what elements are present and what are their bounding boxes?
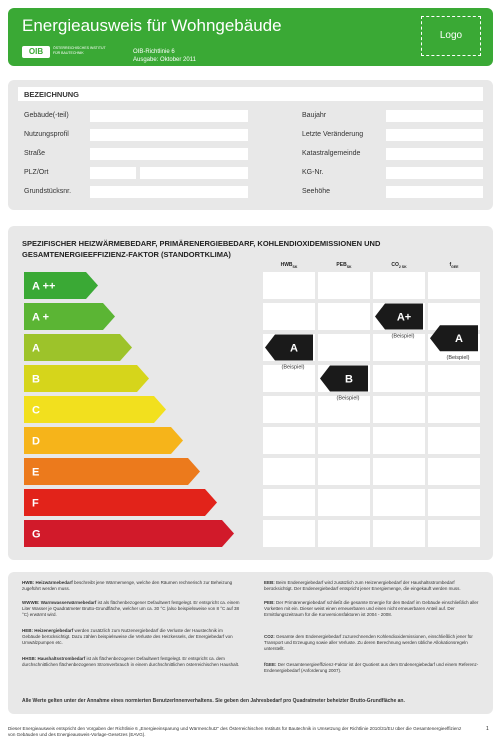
marker-arrow-3 (430, 325, 478, 351)
energy-heading: SPEZIFISCHER HEIZWÄRMEBEDARF, PRIMÄRENERGIEBEDARF, KOHLENDIOXIDEMISSIONEN UND GESAMTENERGIEEFFIZIENZ-FAKTOR (STANDORTKLIMA) (22, 239, 381, 259)
grid-cell-8-1 (318, 520, 370, 547)
marker-arrow-0 (265, 335, 313, 361)
marker-arrow-1 (320, 366, 368, 392)
class-bar-7 (24, 489, 217, 516)
grid-cell-7-3 (428, 489, 480, 516)
class-bar-6 (24, 458, 200, 485)
grid-cell-5-3 (428, 427, 480, 454)
field-input-left-4[interactable] (90, 186, 248, 198)
energy-scale-chart (8, 226, 493, 560)
field-label-left-1: Nutzungsprofil (24, 131, 69, 138)
oib-logo: OIB (22, 46, 50, 58)
field-label-right-0: Baujahr (302, 112, 327, 119)
grid-cell-1-1 (318, 303, 370, 330)
class-label-4: C (32, 404, 40, 417)
grid-cell-3-3 (428, 365, 480, 392)
grid-cell-2-1 (318, 334, 370, 361)
grid-cell-3-2 (373, 365, 425, 392)
marker-note-3: (Beispiel) (446, 355, 470, 362)
field-input-left-2[interactable] (90, 148, 248, 160)
class-label-3: B (32, 373, 40, 386)
energy-panel (8, 226, 493, 560)
field-input-right-3[interactable] (386, 167, 483, 179)
grid-cell-0-2 (373, 272, 425, 299)
field-input-right-2[interactable] (386, 148, 483, 160)
note-hhsb: HHSB: Haushaltsstrombedarf ist als flächenbezogener Defaultwert festgelegt. Er entspricht ca. dem durchschnittlichen flächenbezogenen Stromverbrauch in einem durchschnittlichen österreichischen Haushalt. (22, 656, 240, 668)
grid-cell-8-0 (263, 520, 315, 547)
marker-note-1: (Beispiel) (336, 395, 360, 402)
grid-cell-8-3 (428, 520, 480, 547)
class-bar-8 (24, 520, 234, 547)
field-input-right-0[interactable] (386, 110, 483, 122)
note-co2: CO2: Gesamte dem Endenergiebedarf zuzurechnenden Kohlendioxidemissionen, einschließlich jener für Transport und Erzeugung sowie aller Verluste. Zu deren Berechnung werden übliche Allokationsregeln unterstellt. (264, 634, 473, 652)
field-label-right-4: Seehöhe (302, 188, 331, 195)
ausgabe-label: Ausgabe: Oktober 2011 (133, 57, 196, 63)
note-heb: HEB: Heizenergiebedarf werden zusätzlich zum Nutzenergiebedarf die Verluste der Haustechnik im Gebäude berücksichtigt. Dazu zählen beispielsweise die Verluste des Heizkessels, der Energiebedarf von Umwälzpumpen etc. (22, 628, 233, 646)
marker-label-1: B (345, 373, 353, 386)
class-label-2: A (32, 342, 40, 355)
header-meta (133, 48, 196, 64)
grid-cell-5-1 (318, 427, 370, 454)
bezeichnung-field[interactable] (18, 87, 483, 101)
class-label-8: G (32, 528, 41, 541)
grid-cell-7-0 (263, 489, 315, 516)
field-label-left-2: Straße (24, 150, 46, 157)
grid-cell-8-2 (373, 520, 425, 547)
ort-field[interactable] (140, 167, 248, 179)
note-fgee: fGEE: Der Gesamtenergieeffizienz-Faktor ist der Quotient aus dem Endenergiebedarf und einem Referenz-Endenergiebedarf (Anforderung 2007). (264, 662, 479, 674)
oib-subtitle: ÖSTERREICHISCHES INSTITUT FÜR BAUTECHNIK (53, 46, 106, 55)
class-bar-4 (24, 396, 166, 423)
grid-cell-4-3 (428, 396, 480, 423)
richtlinie-label: OIB-Richtlinie 6 (133, 49, 175, 55)
grid-cell-7-2 (373, 489, 425, 516)
header-bar (8, 8, 493, 66)
notes-panel (8, 572, 493, 714)
bezeichnung-heading: BEZEICHNUNG (24, 90, 80, 99)
grid-cell-6-0 (263, 458, 315, 485)
footer-text: Dieser Energieausweis entspricht den Vorgaben der Richtlinie 6 „Energieeinsparung und Wärmeschutz" des Österreichischen Instituts für Bautechnik in Umsetzung der Richtlinie 2010/31/EU über die Gesamtenergieeffizienz von Gebäuden und des Energieausweis-Vorlage-Gesetzes (EAVG). (8, 726, 462, 737)
page-number: 1 (486, 726, 489, 732)
note-hwb: HWB: Heizwärmebedarf beschreibt jene Wärmemenge, welche den Räumen rechnerisch zur Beheizung zugeführt werden muss. (22, 580, 233, 592)
grid-cell-4-2 (373, 396, 425, 423)
marker-label-3: A (455, 333, 463, 346)
note-peb: PEB: Der Primärenergiebedarf schließt die gesamte Energie für den Bedarf im Gebäude einschließlich aller Vorketten mit ein. Dieser weist einen erneuerbaren und einen nicht erneuerbaren Anteil auf. Der Ermittlungszeitraum für die Konversionsfaktoren ist 2004 - 2008. (264, 600, 479, 618)
class-bar-3 (24, 365, 149, 392)
field-label-right-1: Letzte Veränderung (302, 131, 364, 138)
field-input-left-1[interactable] (90, 129, 248, 141)
field-label-right-2: Katastralgemeinde (302, 150, 361, 157)
plz-field[interactable] (90, 167, 136, 179)
grid-cell-5-0 (263, 427, 315, 454)
field-label-right-3: KG-Nr. (302, 169, 324, 176)
field-label-left-4: Grundstücksnr. (24, 188, 72, 195)
grid-cell-6-2 (373, 458, 425, 485)
class-label-6: E (32, 466, 40, 479)
document-title: Energieausweis für Wohngebäude (22, 16, 282, 35)
class-bar-2 (24, 334, 132, 361)
field-input-right-4[interactable] (386, 186, 483, 198)
class-label-5: D (32, 435, 40, 448)
column-header-1: $PEB_{SK}$ (336, 262, 352, 269)
grid-cell-0-0 (263, 272, 315, 299)
marker-note-0: (Beispiel) (281, 364, 305, 371)
field-input-right-1[interactable] (386, 129, 483, 141)
grid-cell-6-3 (428, 458, 480, 485)
grid-cell-1-0 (263, 303, 315, 330)
note-wwwb: WWWB: Warmwasserwärmebedarf ist als flächenbezogener Defaultwert festgelegt. Er entspricht ca. einem Liter Wasser je Quadratmeter Brutto-Grundfläche, welcher um ca. 30 °C (also beispielsweise von 8 °C auf 38 °C) erwärmt wird. (22, 600, 240, 618)
field-label-left-0: Gebäude(-teil) (24, 112, 69, 119)
column-header-3: $f_{GEE}$ (449, 262, 459, 269)
class-bar-5 (24, 427, 183, 454)
grid-cell-0-1 (318, 272, 370, 299)
class-label-0: A ++ (32, 280, 56, 293)
grid-cell-7-1 (318, 489, 370, 516)
grid-cell-0-3 (428, 272, 480, 299)
column-header-0: $HWB_{SK}$ (280, 262, 298, 269)
column-header-2: $CO_{2 SK}$ (391, 262, 407, 269)
marker-label-2: A+ (396, 311, 412, 324)
grid-cell-6-1 (318, 458, 370, 485)
note-eeb: EEB: Beim Endenergiebedarf wird zusätzlich zum Heizenergiebedarf der Haushaltsstrombedarf berücksichtigt. Der Endenergiebedarf entspricht jener Energiemenge, die eingekauft werden muss. (264, 580, 461, 592)
class-label-1: A + (32, 311, 50, 324)
marker-label-0: A (290, 342, 298, 355)
designation-panel (8, 80, 493, 210)
field-label-left-3: PLZ/Ort (24, 169, 49, 176)
class-label-7: F (32, 497, 39, 510)
note-all-values: Alle Werte gelten unter der Annahme eines normierten BenutzerInnenverhaltens. Sie geben den Jahresbedarf pro Quadratmeter beheizter Brutto-Grundfläche an. (22, 698, 405, 704)
marker-note-2: (Beispiel) (391, 333, 415, 340)
field-input-left-0[interactable] (90, 110, 248, 122)
grid-cell-4-0 (263, 396, 315, 423)
grid-cell-5-2 (373, 427, 425, 454)
logo-placeholder[interactable]: Logo (421, 16, 481, 56)
